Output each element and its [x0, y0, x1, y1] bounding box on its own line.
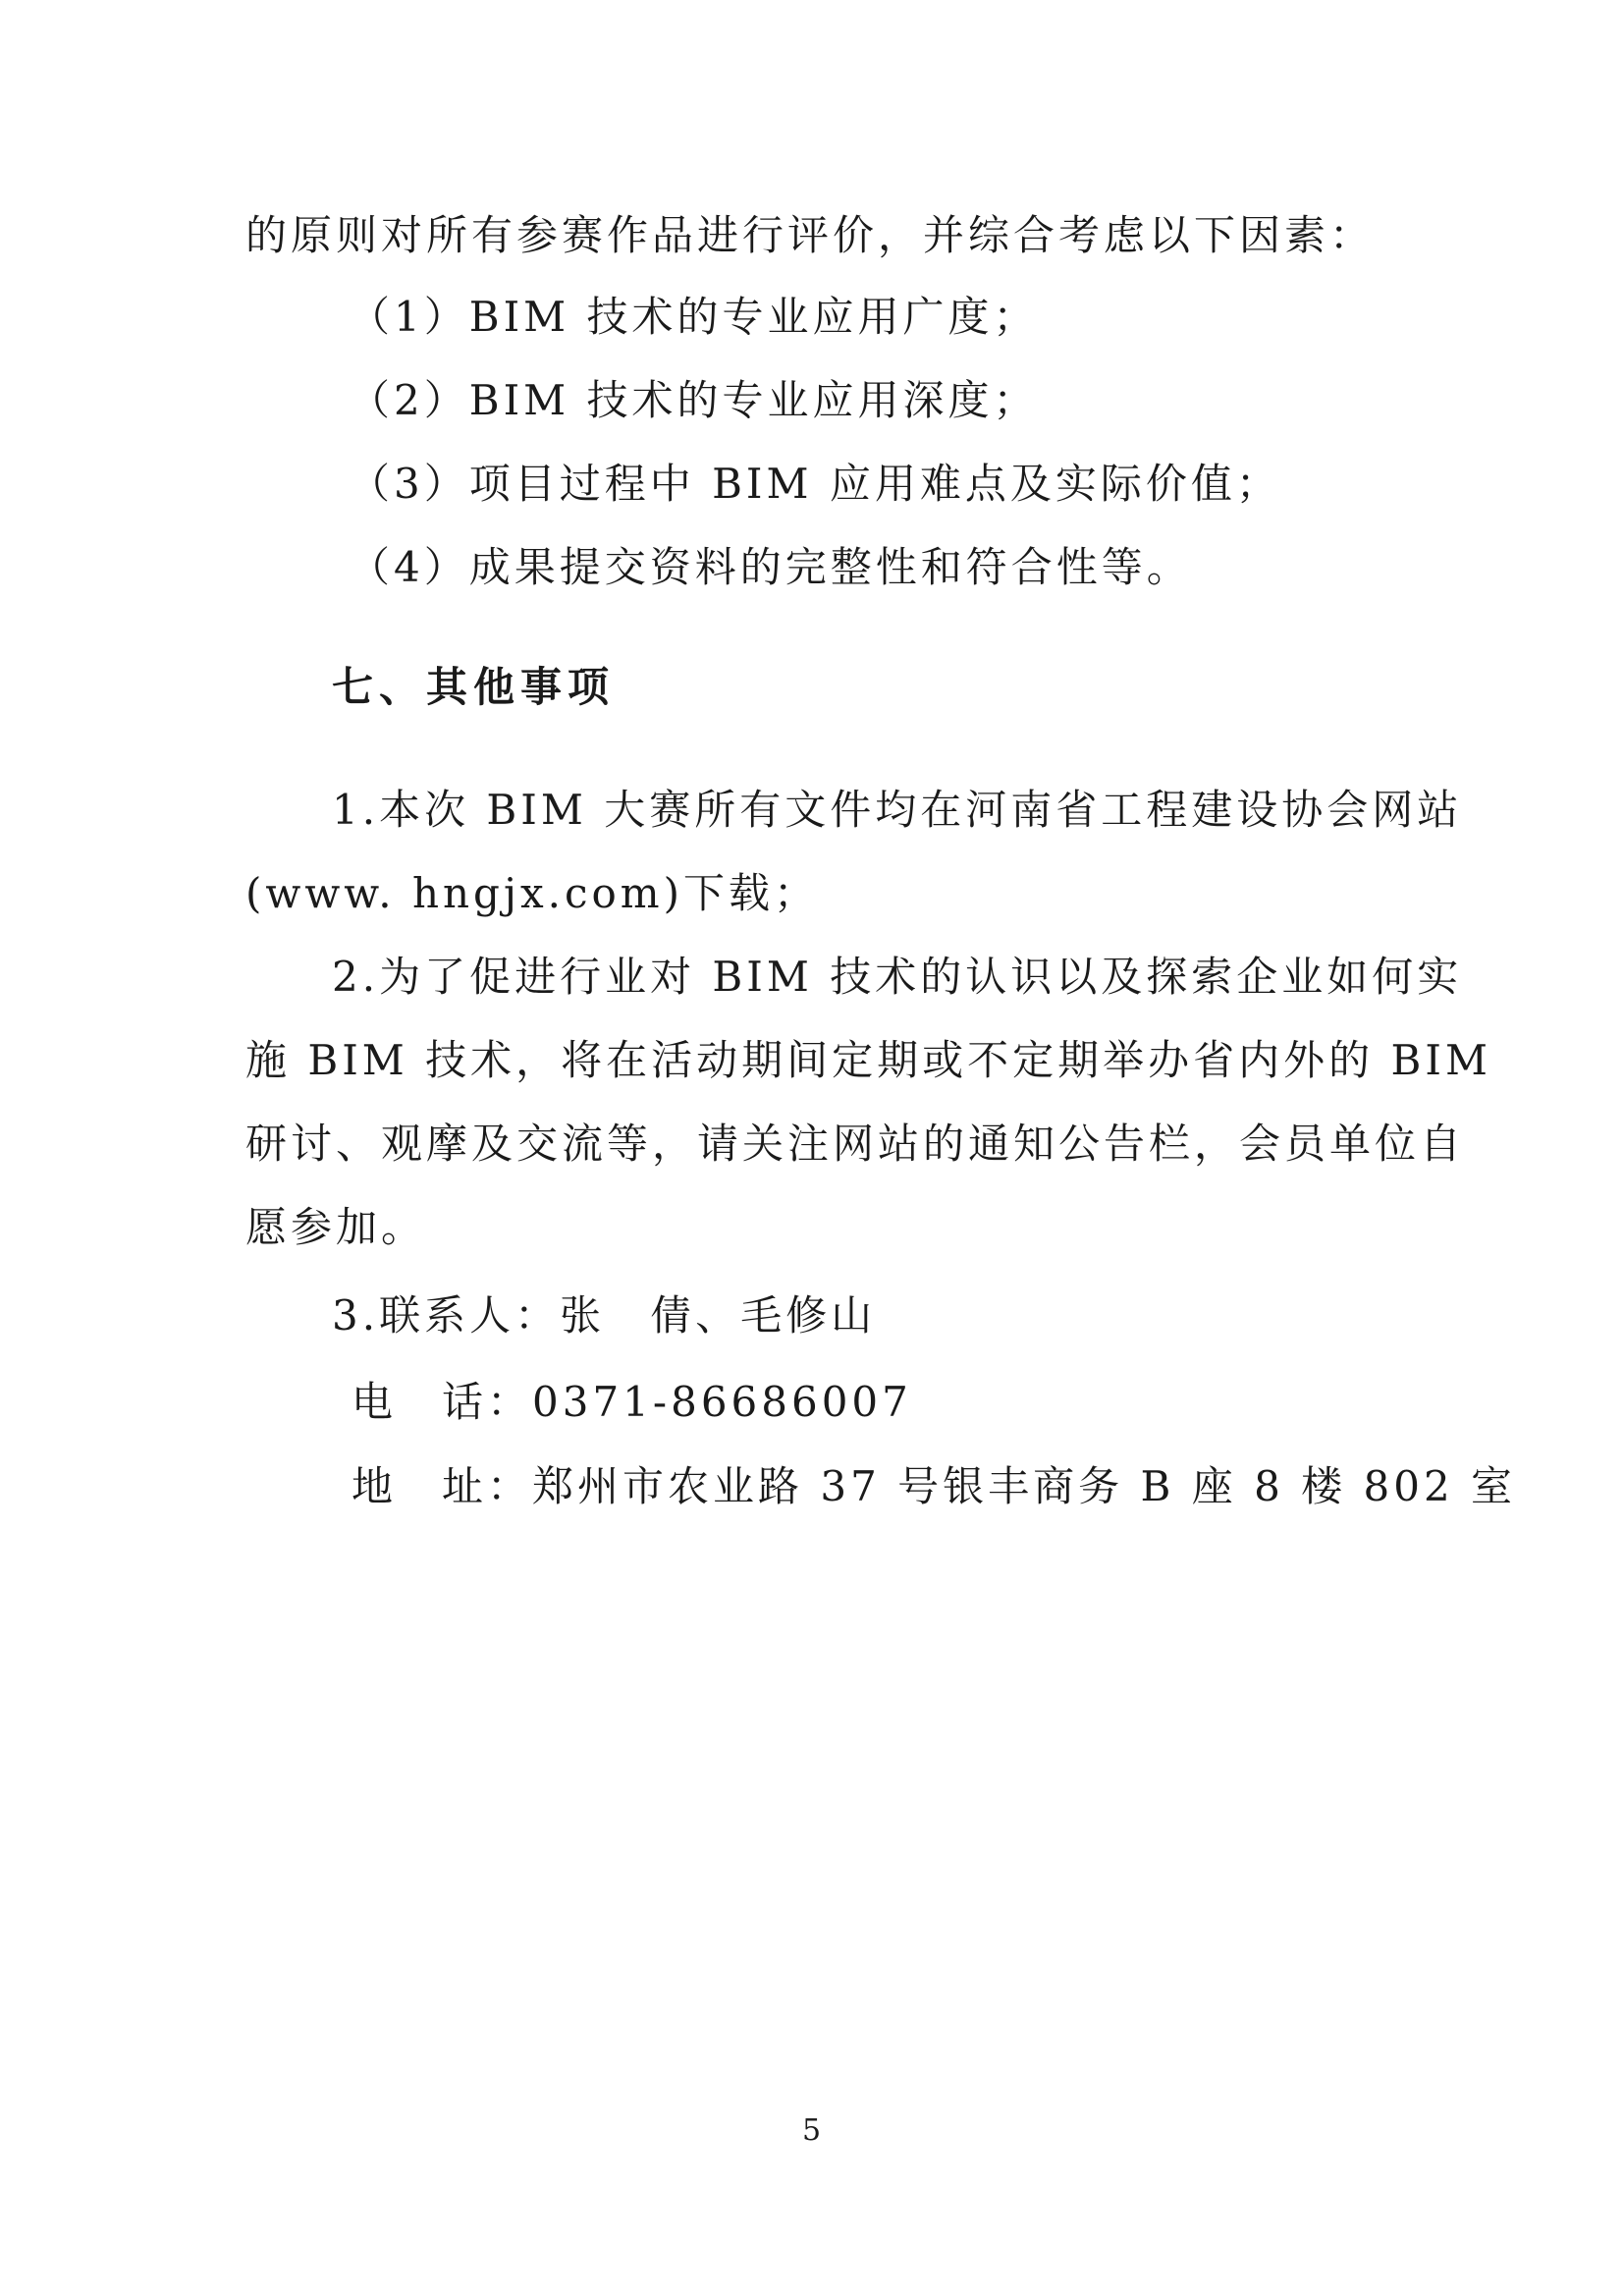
page-number: 5 — [801, 2113, 822, 2148]
item2-line1: 2.为了促进行业对 BIM 技术的认识以及探索企业如何实 — [332, 953, 1463, 1001]
item1-line1: 1.本次 BIM 大赛所有文件均在河南省工程建设协会网站 — [332, 786, 1463, 834]
address-row — [352, 1457, 1516, 1516]
item2-line3: 研讨、观摩及交流等，请关注网站的通知公告栏，会员单位自 — [245, 1120, 1466, 1168]
section-heading: 七、其他事项 — [332, 663, 616, 711]
criteria-item-4: （4）成果提交资料的完整性和符合性等。 — [349, 543, 1192, 591]
criteria-intro: 的原则对所有参赛作品进行评价，并综合考虑以下因素： — [245, 211, 1376, 259]
criteria-item-3: （3）项目过程中 BIM 应用难点及实际价值； — [349, 460, 1281, 508]
contact-person: 3.联系人：张 倩、毛修山 — [332, 1291, 877, 1339]
phone-number: 0371-86686007 — [532, 1378, 912, 1426]
item2-line4: 愿参加。 — [245, 1203, 427, 1251]
item1-line2: (www. hngjx.com)下载； — [245, 869, 820, 917]
address-text: 郑州市农业路 37 号银丰商务 B 座 8 楼 802 室 — [532, 1462, 1517, 1510]
address-label: 地 址： — [352, 1462, 533, 1510]
item2-line2: 施 BIM 技术，将在活动期间定期或不定期举办省内外的 BIM — [245, 1036, 1491, 1084]
phone-label: 电 话： — [352, 1378, 533, 1426]
criteria-item-1: （1）BIM 技术的专业应用广度； — [349, 293, 1039, 341]
criteria-item-2: （2）BIM 技术的专业应用深度； — [349, 376, 1039, 424]
phone-row — [352, 1373, 912, 1432]
